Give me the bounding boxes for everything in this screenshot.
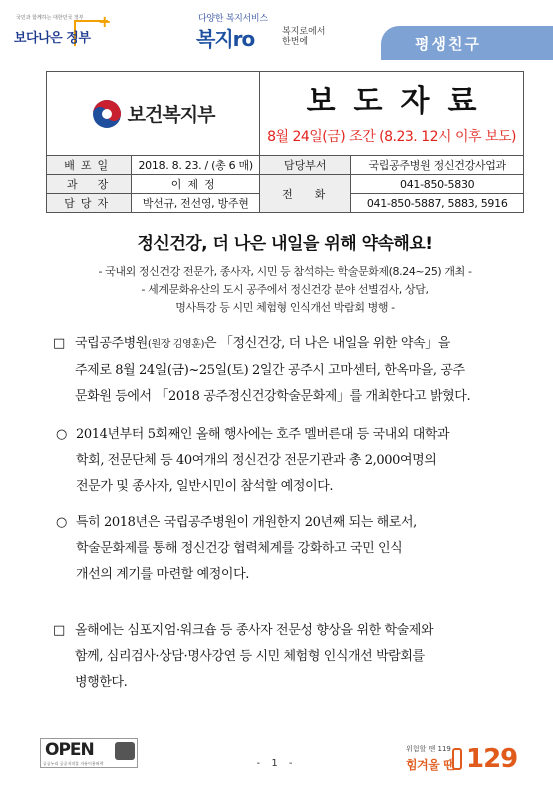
paragraph-4-line-1: 올해에는 심포지엄·워크숍 등 종사자 전문성 향상을 위한 학술제와 [75,623,434,638]
bokjiro-side-text [282,27,325,47]
open-license-text: 공공누리 공공저작물 자유이용허락 [43,761,104,766]
hotline-emergency-text: 위험할 땐 119 [406,745,451,753]
embargo-notice: 8월 24일(금) 조간 (8.23. 12시 이후 보도) [267,128,517,145]
phone-label: 전화 [260,175,351,213]
subhead-3: 명사특강 등 시민 체험형 인식개선 박람회 병행 - [175,301,395,314]
paragraph-3-line-3: 개선의 계기를 마련할 예정이다. [76,567,249,582]
taegeuk-icon [92,99,122,129]
lifelong-friend-tab: 평생친구 [381,26,553,60]
top-header [0,0,553,60]
paragraph-3-line-2: 학술문화제를 통해 정신건강 협력체계를 강화하고 국민 인식 [76,541,403,556]
circle-bullet-icon: ○ [56,515,67,530]
chief-phone: 041-850-5830 [351,175,524,194]
ministry-logo-cell [47,72,260,156]
bokjiro-side-line-1: 복지로에서 [282,27,326,37]
plus-icon: + [98,12,112,31]
bokjiro-logo [196,8,336,52]
square-bullet-icon: □ [53,623,65,638]
title-cell [260,72,524,156]
staff-label: 담당자 [47,194,132,213]
government-slogan: 국민과 함께하는 대한민국 정부 [16,15,84,21]
square-bullet-icon: □ [53,336,65,351]
paragraph-2 [56,422,518,500]
bokjiro-wordmark: 복지ro [196,27,255,51]
paragraph-1 [53,331,515,410]
hospital-name: 국립공주병원 [75,336,148,351]
government-name: 보다나은 정부 [14,31,91,46]
paragraph-2-line-3: 전문가 및 종사자, 일반시민이 참석할 예정이다. [76,479,334,494]
subhead-2: - 세계문화유산의 도시 공주에서 정신건강 분야 선별검사, 상담, [141,283,429,296]
subhead-1: - 국내외 정신건강 전문가, 종사자, 시민 등 참석하는 학술문화제(8.24~25) 개최 - [98,265,472,278]
hotline-number: 129 [466,744,518,774]
paragraph-1-line-3: 문화원 등에서 「2018 공주정신건강학술문화제」를 개최한다고 밝혔다. [75,389,471,404]
paragraph-1-line-2: 주제로 8월 24일(금)~25일(토) 2일간 공주시 고마센터, 한옥마을, 공주 [75,363,465,378]
ministry-name: 보건복지부 [127,104,215,126]
paragraph-2-line-1: 2014년부터 5회째인 올해 행사에는 호주 멜버른대 등 국내외 대학과 [76,427,450,442]
date-value: 2018. 8. 23. / (총 6 매) [132,156,260,175]
press-release-table [46,71,524,213]
circle-bullet-icon: ○ [56,427,67,442]
open-label: OPEN [45,740,94,760]
hotline-banner [392,738,532,778]
paragraph-2-line-2: 학회, 전문단체 등 40여개의 정신건강 전문기관과 총 2,000여명의 [76,453,437,468]
paragraph-3 [56,510,518,588]
hotline-main-text: 힘겨울 땐 [406,758,455,772]
dept-label: 담당부서 [260,156,351,175]
chief-value: 이제정 [132,175,260,194]
headline: 정신건강, 더 나은 내일을 위해 약속해요! [137,234,433,254]
staff-phone: 041-850-5887, 5883, 5916 [351,194,524,213]
bokjiro-tagline: 다양한 복지서비스 [198,14,268,24]
hospital-director: (원장 김영훈) [147,339,205,350]
government-logo [14,14,110,48]
press-release-title: 보도자료 [306,83,495,119]
paragraph-4 [53,618,515,696]
paragraph-1-line-1 [75,331,515,358]
phone-icon [452,748,462,770]
paragraph-1-line-1-rest: 은 「정신건강, 더 나은 내일을 위한 약속」을 [204,336,450,351]
chief-label: 과장 [47,175,132,194]
paragraph-4-line-2: 함께, 심리검사·상담·명사강연 등 시민 체험형 인식개선 박람회를 [75,649,425,664]
staff-value: 박선규, 전선영, 방주현 [132,194,260,213]
page-number: - 1 - [256,758,297,769]
paragraph-4-line-3: 병행한다. [75,675,128,690]
date-label: 배포일 [47,156,132,175]
bokjiro-side-line-2: 한번에 [282,37,309,47]
paragraph-3-line-1: 특히 2018년은 국립공주병원이 개원한지 20년째 되는 해로서, [76,515,417,530]
dept-value: 국립공주병원 정신건강사업과 [351,156,524,175]
